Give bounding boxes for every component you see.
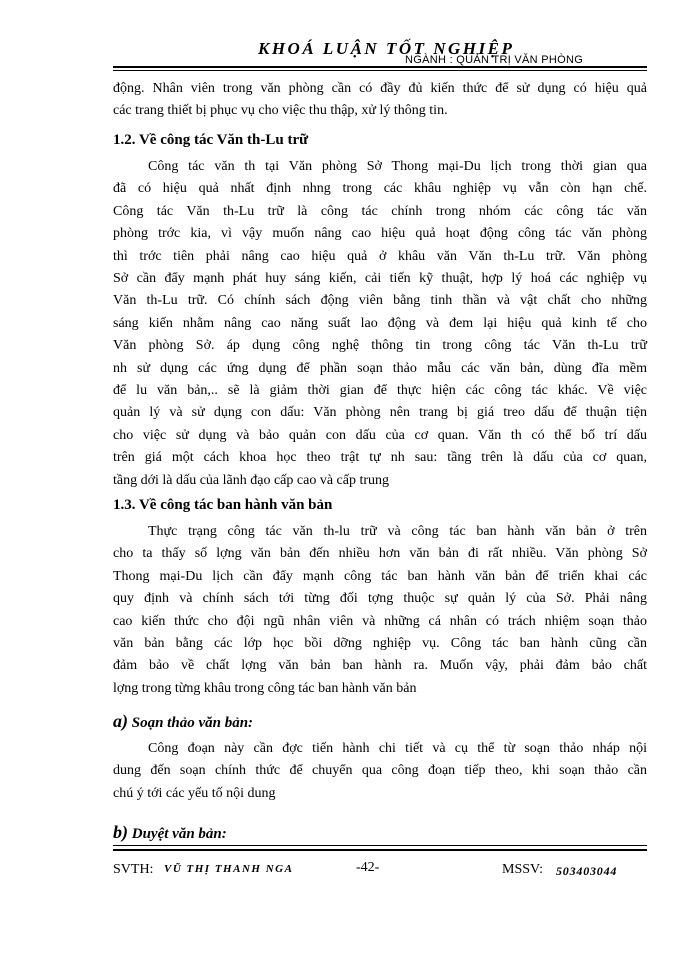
subsection-a-heading xyxy=(113,711,253,733)
footer-mssv-label: MSSV: xyxy=(502,862,543,877)
paragraph-line: Công tác văn th tại Văn phòng Sở Thong mại-Du lịch trong thời gian qua xyxy=(148,159,647,174)
header-title: KHOÁ LUẬN TỐT NGHIỆP xyxy=(258,39,515,58)
header-subtitle: NGÀNH : QUẢN TRỊ VĂN PHÒNG xyxy=(405,54,584,66)
intro-line: các trang thiết bị phục vụ cho việc thu thập, xử lý thông tin. xyxy=(113,103,448,119)
paragraph-line: nh sử dụng các ứng dụng để phần soạn thảo mẫu các văn bản, dùng đĩa mềm xyxy=(113,360,647,376)
paragraph-line: tầng dới là dấu của lãnh đạo cấp cao và cấp trung xyxy=(113,472,390,488)
subsection-title: Duyệt văn bản: xyxy=(131,826,227,842)
paragraph-line: dung đến soạn chính thức để chuyển qua công đoạn tiếp theo, khi soạn thảo cần xyxy=(113,763,647,779)
paragraph-line: Công đoạn này cần đợc tiến hành chi tiết và cụ thể từ soạn thảo nháp nội xyxy=(148,741,647,756)
footer-mssv: 503403044 xyxy=(556,864,618,878)
intro-paragraph xyxy=(113,78,647,123)
intro-line: động. Nhân viên trong văn phòng cần có đầy đủ kiến thức để sử dụng có hiệu quả xyxy=(113,81,647,96)
paragraph-line: Thong mại-Du lịch cần đẩy mạnh công tác ban hành văn bản để triển khai các xyxy=(113,568,647,584)
footer-svth-label: SVTH: xyxy=(113,862,154,877)
section-1-2-paragraph xyxy=(113,156,647,492)
paragraph-line: quy định và chính sách tới từng đối tợng thuộc sự quản lý của Sở. Phải nâng xyxy=(113,591,647,607)
paragraph-line: cao kiến thức cho đội ngũ nhân viên và những cá nhân có trách nhiệm soạn thảo xyxy=(113,613,647,629)
section-1-3-heading: 1.3. Về công tác ban hành văn bản xyxy=(113,497,333,513)
footer-rule xyxy=(113,849,647,851)
paragraph-line: cho ta thấy số lợng văn bản đến nhiều hơn văn bản đi rất nhiều. Văn phòng Sở xyxy=(113,546,647,562)
paragraph-line: trên giá một cách khoa học theo trật tự nh sau: tầng trên là dấu của cơ quan, xyxy=(113,450,647,466)
footer-rule-thin xyxy=(113,845,647,846)
paragraph-line: cho việc sử dụng và bảo quản con dấu của cơ quan. Văn th có thể bố trí dấu xyxy=(113,427,647,443)
footer-page-number: -42- xyxy=(356,860,380,875)
paragraph-line: đã có hiệu quả nhất định nhng trong các khâu nghiệp vụ vẫn còn hạn chế. xyxy=(113,181,647,197)
paragraph-line: chú ý tới các yếu tố nội dung xyxy=(113,785,276,801)
paragraph-line: Công tác Văn th-Lu trữ là công tác chính trong nhóm các công tác văn xyxy=(113,203,647,219)
subsection-letter: b) xyxy=(113,822,128,842)
subsection-title: Soạn thảo văn bản: xyxy=(131,715,254,731)
paragraph-line: Văn phòng Sở. áp dụng công nghệ thông tin trong công tác Văn th-Lu trữ xyxy=(113,338,647,354)
section-1-2-heading: 1.2. Về công tác Văn th-Lu trữ xyxy=(113,132,309,148)
subsection-a-paragraph xyxy=(113,738,647,805)
paragraph-line: sáng kiến nhằm nâng cao năng suất lao động và đem lại hiệu quả kinh tế cho xyxy=(113,315,647,331)
footer-student-name: VŨ THỊ THANH NGA xyxy=(164,863,294,875)
header-rule xyxy=(113,66,647,68)
paragraph-line: thì trớc tiên phải nâng cao hiệu quả ở khâu văn Văn th-Lu trữ. Văn phòng xyxy=(113,248,647,264)
paragraph-line: lợng trong từng khâu trong công tác ban hành văn bản xyxy=(113,680,417,696)
header-rule-thin xyxy=(113,70,647,71)
paragraph-line: Sở cần đẩy mạnh phát huy sáng kiến, cải tiến kỹ thuật, hợp lý hoá các nghiệp vụ xyxy=(113,271,647,287)
paragraph-line: đảm bảo về chất lợng văn bản ban hành ra. Muốn vậy, phải đảm bảo chất xyxy=(113,658,647,674)
section-1-3-paragraph xyxy=(113,521,647,700)
subsection-b-heading xyxy=(113,822,227,844)
paragraph-line: để lu văn bản,.. sẽ là giảm thời gian để thực hiện các công tác khác. Về việc xyxy=(113,383,647,399)
paragraph-line: Thực trạng công tác văn th-lu trữ và công tác ban hành văn bản ở trên xyxy=(148,524,647,539)
paragraph-line: văn bản bằng các lớp học bồi dỡng nghiệp vụ. Công tác ban hành cũng cần xyxy=(113,636,647,652)
paragraph-line: quản lý và sử dụng con dấu: Văn phòng nên trang bị giá treo dấu để thuận tiện xyxy=(113,405,647,421)
paragraph-line: Văn th-Lu trữ. Có chính sách động viên bằng tinh thần và vật chất cho những xyxy=(113,293,647,309)
paragraph-line: phòng trớc kia, vì vậy muốn nâng cao hiệu quả hoạt động công tác văn phòng xyxy=(113,226,647,242)
subsection-letter: a) xyxy=(113,711,128,731)
footer xyxy=(113,860,647,884)
